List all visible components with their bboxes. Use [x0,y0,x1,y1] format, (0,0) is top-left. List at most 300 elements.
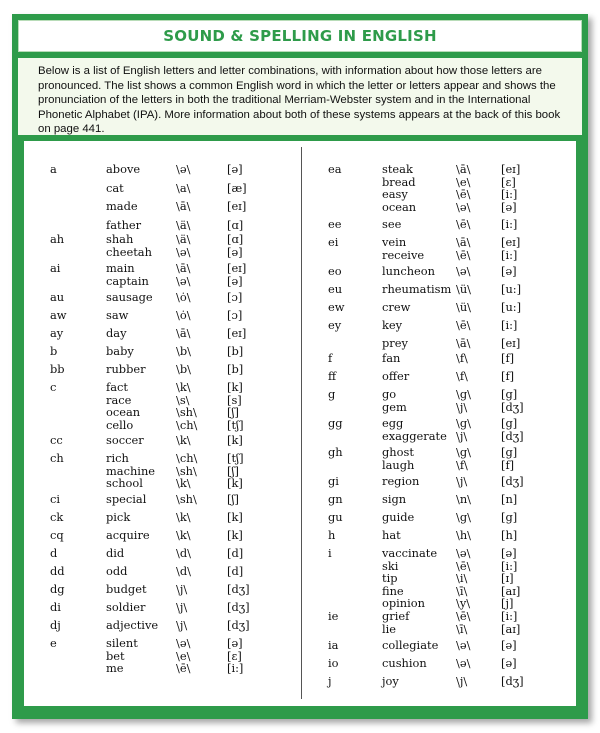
example-word: pick [106,510,131,524]
entry-row [24,477,301,490]
mw-pronunciation: \g\ [456,387,471,401]
letters-cell: ai [50,261,61,275]
entry-row [302,597,576,610]
mw-pronunciation: \f\ [456,369,468,383]
example-word: rich [106,451,129,465]
entry-row [24,363,301,376]
letters-cell: ee [328,217,342,231]
entry-row [24,493,301,506]
entry-row [302,236,576,249]
ipa-pronunciation: [k] [227,528,243,542]
mw-pronunciation: \ə\ [176,244,191,259]
mw-pronunciation: \ə\ [176,273,191,288]
ipa-pronunciation: [ɛ] [501,174,516,189]
ipa-pronunciation: [ɛ] [227,648,242,663]
example-word: fine [382,583,404,598]
entry-row [302,675,576,688]
mw-pronunciation: \ē\ [456,609,471,623]
entry-row [302,639,576,652]
ipa-pronunciation: [i:] [501,558,518,573]
mw-pronunciation: \ē\ [456,558,471,573]
mw-pronunciation: \i\ [456,571,468,586]
mw-pronunciation: \ȯ\ [176,290,191,304]
ipa-pronunciation: [ə] [227,636,243,650]
ipa-pronunciation: [i:] [501,609,518,623]
mw-pronunciation: \h\ [456,528,472,542]
ipa-pronunciation: [i:] [501,318,518,332]
entry-row [302,585,576,598]
example-word: bread [382,174,416,189]
entry-row [302,446,576,459]
example-word: vein [382,235,407,249]
ipa-pronunciation: [ə] [227,162,243,176]
ipa-pronunciation: [n] [501,492,518,506]
entry-row [302,610,576,623]
ipa-pronunciation: [ɔ] [227,290,243,304]
example-word: exaggerate [382,428,447,443]
mw-pronunciation: \ü\ [456,300,472,314]
example-word: race [106,392,132,407]
example-word: crew [382,300,411,314]
ipa-pronunciation: [d] [227,546,244,560]
entry-row [302,249,576,262]
ipa-pronunciation: [ə] [227,244,243,259]
mw-pronunciation: \ā\ [456,335,471,350]
ipa-pronunciation: [eɪ] [501,235,521,249]
entry-row [24,419,301,432]
entry-row [302,493,576,506]
letters-cell: ia [328,638,339,652]
mw-pronunciation: \ə\ [456,264,471,278]
mw-pronunciation: \g\ [456,445,471,459]
example-word: receive [382,247,425,262]
mw-pronunciation: \j\ [456,674,468,688]
mw-pronunciation: \ə\ [456,199,471,214]
ipa-pronunciation: [eɪ] [501,335,521,350]
example-word: rheumatism [382,282,452,296]
ipa-pronunciation: [tʃ] [227,451,244,465]
example-word: luncheon [382,264,435,278]
ipa-pronunciation: [h] [501,528,518,542]
ipa-pronunciation: [ə] [501,199,517,214]
entry-row [302,388,576,401]
example-word: father [106,217,142,232]
entry-row [302,218,576,231]
mw-pronunciation: \ē\ [456,217,471,231]
ipa-pronunciation: [g] [501,387,518,401]
example-word: cat [106,180,124,195]
mw-pronunciation: \ə\ [456,656,471,670]
letters-cell: i [328,546,332,560]
example-word: sausage [106,290,153,304]
letters-cell: b [50,344,58,358]
mw-pronunciation: \e\ [176,648,191,663]
mw-pronunciation: \a\ [176,180,191,195]
entry-row [302,337,576,350]
example-word: cheetah [106,244,152,259]
letters-cell: gi [328,474,339,488]
mw-pronunciation: \y\ [456,596,471,611]
entry-row [24,583,301,596]
letters-cell: j [328,674,332,688]
entry-row [24,291,301,304]
ipa-pronunciation: [ɔ] [227,308,243,322]
ipa-pronunciation: [g] [501,416,518,430]
example-word: above [106,162,141,176]
entry-row [302,265,576,278]
entry-row [302,176,576,189]
example-word: fan [382,351,401,365]
mw-pronunciation: \ə\ [456,546,471,560]
ipa-pronunciation: [k] [227,433,243,447]
mw-pronunciation: \ə\ [176,162,191,176]
ipa-pronunciation: [dʒ] [501,399,524,414]
example-word: egg [382,416,404,430]
example-word: vaccinate [382,546,438,560]
mw-pronunciation: \ā\ [176,326,191,340]
letters-cell: ew [328,300,345,314]
mw-pronunciation: \e\ [456,174,471,189]
entry-row [24,529,301,542]
ipa-pronunciation: [ə] [227,273,243,288]
entry-row [24,619,301,632]
entry-row [302,560,576,573]
mw-pronunciation: \j\ [176,600,188,614]
ipa-pronunciation: [d] [227,564,244,578]
example-word: laugh [382,457,415,472]
entry-row [24,262,301,275]
example-word: baby [106,344,134,358]
letters-cell: aw [50,308,67,322]
example-word: see [382,217,402,231]
example-word: tip [382,571,398,586]
letters-cell: h [328,528,336,542]
ipa-pronunciation: [ɪ] [501,571,514,586]
mw-pronunciation: \ē\ [456,187,471,202]
entry-row [24,601,301,614]
mw-pronunciation: \g\ [456,510,471,524]
entry-row [302,572,576,585]
entry-row [302,352,576,365]
entry-row [24,327,301,340]
ipa-pronunciation: [dʒ] [501,674,524,688]
mw-pronunciation: \ȯ\ [176,308,191,322]
letters-cell: e [50,636,57,650]
letters-cell: ck [50,510,64,524]
letters-cell: c [50,380,57,394]
mw-pronunciation: \ə\ [176,636,191,650]
example-word: ski [382,558,399,573]
example-word: lie [382,621,397,636]
ipa-pronunciation: [f] [501,351,515,365]
example-word: steak [382,162,413,176]
mw-pronunciation: \s\ [176,392,190,407]
example-word: opinion [382,596,425,611]
ipa-pronunciation: [i:] [227,661,244,676]
ipa-pronunciation: [b] [227,362,244,376]
mw-pronunciation: \ē\ [176,661,191,676]
letters-cell: a [50,162,57,176]
example-word: machine [106,463,156,478]
letters-cell: d [50,546,58,560]
ipa-pronunciation: [b] [227,344,244,358]
example-word: collegiate [382,638,439,652]
example-word: ocean [106,405,141,420]
ipa-pronunciation: [k] [227,380,243,394]
ipa-pronunciation: [aɪ] [501,583,521,598]
ipa-pronunciation: [i:] [501,247,518,262]
letters-cell: ay [50,326,64,340]
example-word: grief [382,609,410,623]
example-word: acquire [106,528,150,542]
ipa-pronunciation: [eɪ] [227,326,247,340]
example-word: school [106,476,143,491]
entry-row [24,547,301,560]
letters-cell: cq [50,528,64,542]
ipa-pronunciation: [ə] [501,656,517,670]
letters-cell: au [50,290,65,304]
example-word: silent [106,636,138,650]
entry-row [302,529,576,542]
entry-row [24,434,301,447]
example-word: made [106,199,138,214]
letters-cell: eo [328,264,342,278]
letters-cell: bb [50,362,65,376]
entry-row [302,430,576,443]
mw-pronunciation: \sh\ [176,463,197,478]
letters-cell: dg [50,582,65,596]
mw-pronunciation: \j\ [456,399,468,414]
example-word: go [382,387,397,401]
entry-row [302,511,576,524]
example-word: did [106,546,125,560]
ipa-pronunciation: [k] [227,476,243,491]
entry-row [302,301,576,314]
entry-row [302,459,576,472]
letters-cell: ei [328,235,339,249]
mw-pronunciation: \b\ [176,344,191,358]
example-word: joy [382,674,399,688]
ipa-pronunciation: [dʒ] [227,618,250,632]
entry-row [24,345,301,358]
letters-cell: g [328,387,336,401]
example-word: hat [382,528,401,542]
letters-cell: gg [328,416,343,430]
mw-pronunciation: \ä\ [176,217,191,232]
example-word: rubber [106,362,146,376]
ipa-pronunciation: [ə] [501,546,517,560]
page-title: SOUND & SPELLING IN ENGLISH [18,20,582,52]
letters-cell: eu [328,282,343,296]
mw-pronunciation: \sh\ [176,492,197,506]
entry-row [302,201,576,214]
mw-pronunciation: \ā\ [176,261,191,275]
entry-row [24,452,301,465]
example-word: soldier [106,600,146,614]
ipa-pronunciation: [i:] [501,187,518,202]
mw-pronunciation: \f\ [456,351,468,365]
entry-row [24,381,301,394]
letters-cell: di [50,600,61,614]
entry-row [24,309,301,322]
ipa-pronunciation: [eɪ] [227,199,247,214]
entry-row [24,650,301,663]
mw-pronunciation: \ə\ [456,638,471,652]
example-word: guide [382,510,415,524]
letters-cell: ci [50,492,61,506]
letters-cell: f [328,351,333,365]
example-word: budget [106,582,147,596]
example-word: key [382,318,403,332]
example-word: region [382,474,420,488]
entry-row [302,319,576,332]
ipa-pronunciation: [ɑ] [227,217,244,232]
mw-pronunciation: \k\ [176,380,191,394]
entry-row [302,475,576,488]
entry-row [302,547,576,560]
mw-pronunciation: \d\ [176,564,191,578]
mw-pronunciation: \j\ [456,428,468,443]
letters-cell: gn [328,492,343,506]
ipa-pronunciation: [ʃ] [227,463,239,478]
entry-row [24,246,301,259]
mw-pronunciation: \f\ [456,457,468,472]
ipa-pronunciation: [eɪ] [227,261,247,275]
mw-pronunciation: \ä\ [176,232,191,246]
ipa-pronunciation: [ə] [501,264,517,278]
ipa-pronunciation: [æ] [227,180,247,195]
letters-cell: ch [50,451,64,465]
mw-pronunciation: \j\ [176,582,188,596]
sound-spelling-table [24,141,576,706]
ipa-pronunciation: [dʒ] [227,582,250,596]
ipa-pronunciation: [i:] [501,217,518,231]
entry-row [24,511,301,524]
entry-row [24,565,301,578]
entry-row [302,283,576,296]
ipa-pronunciation: [ə] [501,638,517,652]
example-word: ocean [382,199,417,214]
entry-row [24,406,301,419]
example-word: fact [106,380,128,394]
mw-pronunciation: \j\ [456,474,468,488]
ipa-pronunciation: [u:] [501,300,522,314]
mw-pronunciation: \k\ [176,476,191,491]
example-word: adjective [106,618,159,632]
example-word: sign [382,492,407,506]
mw-pronunciation: \k\ [176,433,191,447]
example-word: main [106,261,135,275]
mw-pronunciation: \g\ [456,416,471,430]
mw-pronunciation: \ā\ [456,235,471,249]
entry-row [302,188,576,201]
entry-row [24,275,301,288]
example-word: odd [106,564,128,578]
ipa-pronunciation: [s] [227,392,242,407]
entry-row [302,163,576,176]
letters-cell: io [328,656,339,670]
mw-pronunciation: \sh\ [176,405,197,420]
entry-row [24,662,301,675]
mw-pronunciation: \ē\ [456,318,471,332]
letters-cell: gh [328,445,343,459]
mw-pronunciation: \ch\ [176,451,198,465]
entry-row [24,233,301,246]
example-word: gem [382,399,407,414]
entry-row [24,182,301,195]
mw-pronunciation: \ā\ [176,199,191,214]
example-word: me [106,661,124,676]
entry-row [24,637,301,650]
entry-row [24,465,301,478]
ipa-pronunciation: [ʃ] [227,492,239,506]
mw-pronunciation: \k\ [176,510,191,524]
example-word: captain [106,273,149,288]
ipa-pronunciation: [eɪ] [501,162,521,176]
entry-row [302,417,576,430]
example-word: shah [106,232,134,246]
example-word: cello [106,417,134,432]
intro-text: Below is a list of English letters and letter combinations, with information about how those letters are pronounced. The list shows a common English word in which the letter or letters appear and shows the pronunciation of the letters in both the traditional Merriam-Webster system and in the International Phonetic Alphabet (IPA). More information about both of these systems appears at the back of this book on page 441. [18,58,582,135]
entry-row [24,219,301,232]
letters-cell: ea [328,162,342,176]
example-word: soccer [106,433,144,447]
ipa-pronunciation: [g] [501,510,518,524]
ipa-pronunciation: [dʒ] [501,428,524,443]
letters-cell: dj [50,618,61,632]
ipa-pronunciation: [ɑ] [227,232,244,246]
example-word: saw [106,308,129,322]
mw-pronunciation: \ī\ [456,583,468,598]
letters-cell: ah [50,232,65,246]
ipa-pronunciation: [f] [501,369,515,383]
ipa-pronunciation: [j] [501,596,514,611]
example-word: bet [106,648,125,663]
example-word: easy [382,187,408,202]
mw-pronunciation: \d\ [176,546,191,560]
ipa-pronunciation: [tʃ] [227,417,244,432]
letters-cell: gu [328,510,343,524]
mw-pronunciation: \b\ [176,362,191,376]
ipa-pronunciation: [u:] [501,282,522,296]
letters-cell: cc [50,433,63,447]
entry-row [302,623,576,636]
example-word: ghost [382,445,414,459]
mw-pronunciation: \ī\ [456,621,468,636]
entry-row [302,657,576,670]
entry-row [302,401,576,414]
example-word: special [106,492,147,506]
entry-row [302,370,576,383]
ipa-pronunciation: [k] [227,510,243,524]
entry-row [24,200,301,213]
entry-row [24,394,301,407]
letters-cell: dd [50,564,65,578]
mw-pronunciation: \j\ [176,618,188,632]
letters-cell: ie [328,609,339,623]
example-word: prey [382,335,408,350]
entry-row [24,163,301,176]
ipa-pronunciation: [g] [501,445,518,459]
ipa-pronunciation: [aɪ] [501,621,521,636]
mw-pronunciation: \ch\ [176,417,198,432]
mw-pronunciation: \k\ [176,528,191,542]
mw-pronunciation: \ü\ [456,282,472,296]
example-word: day [106,326,127,340]
ipa-pronunciation: [dʒ] [501,474,524,488]
example-word: offer [382,369,410,383]
mw-pronunciation: \ā\ [456,162,471,176]
